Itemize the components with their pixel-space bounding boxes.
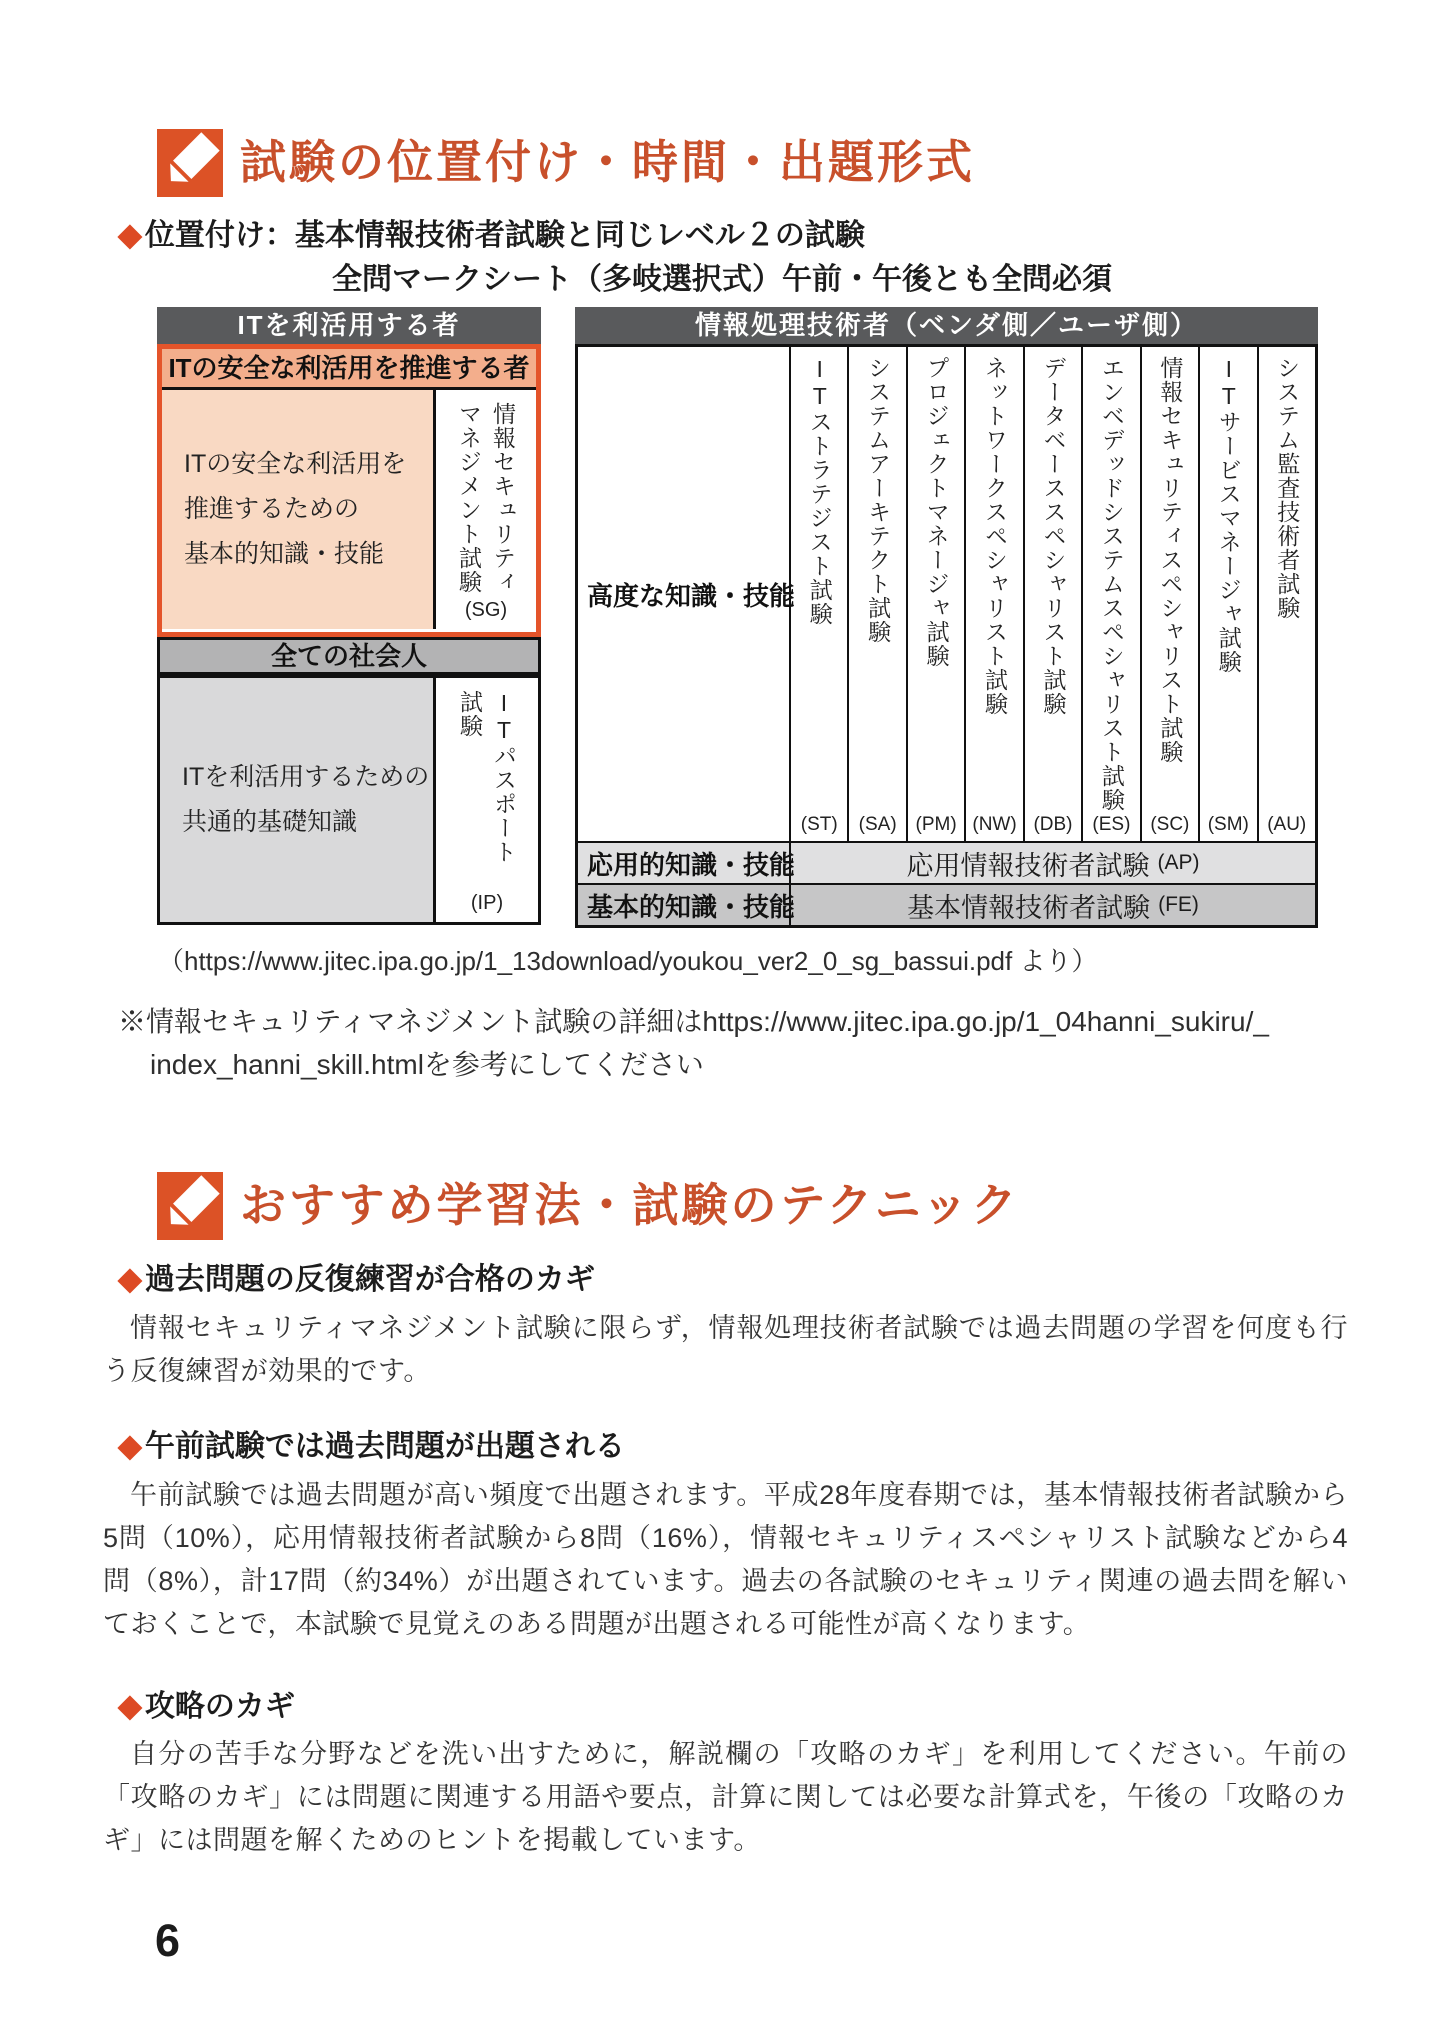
exam-code: (AU) [1267,814,1307,835]
basic-skill-row [578,883,1315,925]
exam-name: データベーススペシャリスト試験 [1040,356,1067,716]
section1-title: 試験の位置付け・時間・出題形式 [240,136,975,188]
sg-exam-cell [433,390,536,629]
applied-skill-label: 応用的知識・技能 [578,843,791,883]
sub1-body: 情報セキュリティマネジメント試験に限らず，情報処理技術者試験では過去問題の学習を何度も行う反復練習が効果的です。 [103,1313,1348,1386]
sg-exam-box [157,344,541,637]
exam-column-sc [1140,347,1198,841]
exam-code: (ES) [1092,814,1131,835]
exam-name: 情報セキュリティスペシャリスト試験 [1157,356,1184,764]
exam-code: (SC) [1150,814,1190,835]
diagram-source: （https://www.jitec.ipa.go.jp/1_13download/youkou_ver2_0_sg_bassui.pdf より） [158,946,1098,976]
exam-name: システムアーキテクト試験 [865,356,892,644]
advanced-skill-label: 高度な知識・技能 [578,347,791,841]
applied-skill-row [578,841,1315,883]
sg-exam-code: (SG) [464,599,508,621]
page-number: 6 [155,1915,181,1966]
exam-column-nw [964,347,1022,841]
note-line1: ※情報セキュリティマネジメント試験の詳細はhttps://www.jitec.ipa.go.jp/1_04hanni_sukiru/_ [118,1006,1269,1037]
sub1-heading-text: 過去問題の反復練習が合格のカギ [144,1263,595,1296]
exam-column-st [791,347,847,841]
exam-name: ITサービスマネージャ試験 [1215,356,1242,674]
exam-code: (PM) [915,814,957,835]
sg-exam-name: 情報セキュリティ マネジメント試験 [456,402,516,594]
pencil-icon [157,1172,223,1240]
exam-name: プロジェクトマネージャ試験 [923,356,950,668]
applied-exam-cell [791,843,1315,883]
engineer-exams-table [575,344,1318,928]
exam-code: (NW) [972,814,1017,835]
sg-description-line: 推進するための [184,495,360,523]
ip-exam-code: (IP) [470,892,504,914]
sub3-heading-text: 攻略のカギ [144,1690,295,1723]
exam-name: ネットワークスペシャリスト試験 [982,356,1009,716]
exam-code: (SM) [1207,814,1249,835]
sg-description [162,390,433,629]
sub3-body: 自分の苦手な分野などを洗い出すために，解説欄の「攻略のカギ」を利用してください。午前の「攻略のカギ」には問題に関連する用語や要点，計算に関しては必要な計算式を，午後の「攻略のカギ」には問題を解くためのヒントを掲載しています。 [103,1739,1348,1855]
basic-skill-label: 基本的知識・技能 [578,885,791,925]
applied-exam-name: 応用情報技術者試験 [906,850,1150,881]
sub1-heading [118,1259,595,1300]
sub3-heading [118,1686,295,1727]
diamond-icon: ◆ [118,217,142,252]
diamond-icon: ◆ [118,1688,142,1723]
ip-exam-cell [433,678,538,922]
diamond-icon: ◆ [118,1261,142,1296]
position-heading-line2: 全問マークシート（多岐選択式）午前・午後とも全問必須 [332,263,1112,296]
position-heading-text: 位置付け：基本情報技術者試験と同じレベル２の試験 [144,219,865,252]
all-workers-header: 全ての社会人 [157,637,541,675]
exam-code: (DB) [1033,814,1073,835]
sub2-heading [118,1426,625,1467]
right-table-header: 情報処理技術者（ベンダ側／ユーザ側） [575,307,1318,344]
pencil-icon [157,129,223,197]
ip-exam-box [157,675,541,925]
exam-column-db [1023,347,1081,841]
sg-description-line: 基本的知識・技能 [184,540,385,568]
position-heading [118,215,865,256]
section2-title: おすすめ学習法・試験のテクニック [240,1179,1020,1231]
exam-code: (ST) [800,814,838,835]
exam-column-es [1081,347,1139,841]
ip-exam-name: ITパスポート 試験 [457,690,517,864]
exam-name: ITストラテジスト試験 [806,356,833,626]
exam-column-sa [847,347,905,841]
sub2-body: 午前試験では過去問題が高い頻度で出題されます。平成28年度春期では，基本情報技術者試験から5問（10%），応用情報技術者試験から8問（16%），情報セキュリティスペシャリスト試験などから4問（8%），計17問（約34%）が出題されています。過去の各試験のセキュリティ関連の過去問を解いておくことで，本試験で見覚えのある問題が出題される可能性が高くなります。 [103,1480,1348,1639]
exam-code: (SA) [858,814,897,835]
basic-exam-name: 基本情報技術者試験 [907,892,1151,923]
left-table-header: ITを利活用する者 [157,307,541,344]
diamond-icon: ◆ [118,1428,142,1463]
sg-description-line: ITの安全な利活用を [184,450,407,478]
ip-description-line: 共通的基礎知識 [182,808,358,836]
exam-column-pm [906,347,964,841]
note-line2: index_hanni_skill.htmlを参考にしてください [150,1049,704,1080]
sub2-heading-text: 午前試験では過去問題が出題される [144,1430,625,1463]
exam-name: システム監査技術者試験 [1274,356,1301,620]
ip-description [160,678,433,922]
basic-exam-cell [791,885,1315,925]
applied-exam-code: (AP) [1157,851,1200,874]
exam-column-sm [1198,347,1256,841]
basic-exam-code: (FE) [1158,893,1199,916]
ip-description-line: ITを利活用するための [182,763,430,791]
exam-column-au [1257,347,1315,841]
exam-name: エンベデッドシステムスペシャリスト試験 [1098,356,1125,812]
sg-box-header: ITの安全な利活用を推進する者 [162,349,536,390]
